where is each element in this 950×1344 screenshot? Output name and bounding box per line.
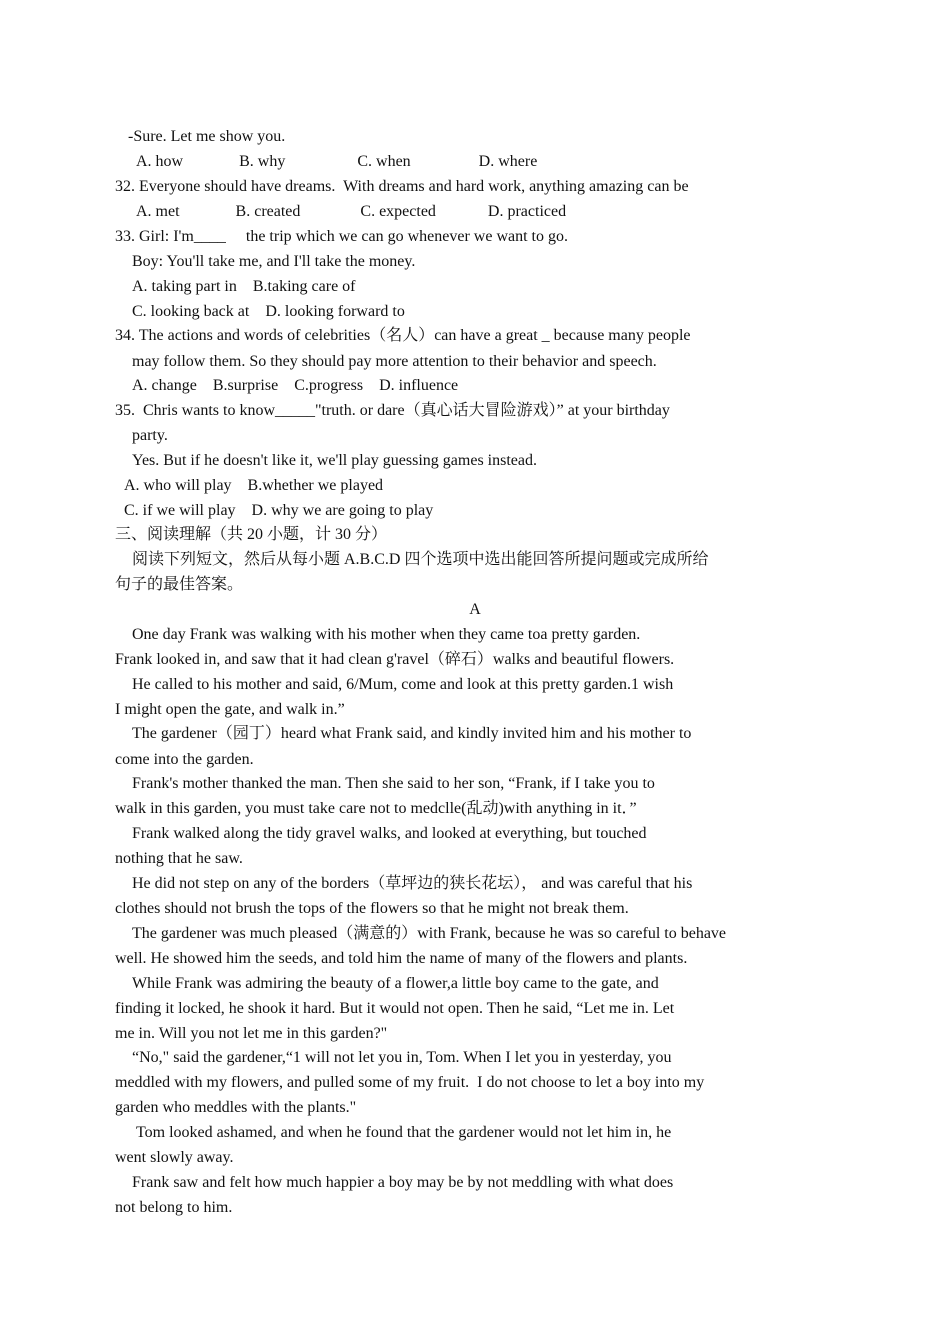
passage-line: meddled with my flowers, and pulled some of my fruit. I do not choose to let a boy into my xyxy=(115,1074,705,1091)
q34-question-cont: may follow them. So they should pay more attention to their behavior and speech. xyxy=(132,353,657,370)
passage-line: come into the garden. xyxy=(115,751,254,768)
passage-line: Frank saw and felt how much happier a boy may be by not meddling with what does xyxy=(132,1174,674,1191)
passage-line: “No," said the gardener,“1 will not let you in, Tom. When I let you in yesterday, you xyxy=(132,1049,672,1066)
q31-options: A. how B. why C. when D. where xyxy=(136,153,538,170)
passage-line: walk in this garden, you must take care not to medclle(乱动)with anything in it．” xyxy=(115,800,637,817)
q35-dialogue: Yes. But if he doesn't like it, we'll play guessing games instead. xyxy=(132,452,537,469)
passage-line: Frank looked in, and saw that it had clean g'ravel（碎石）walks and beautiful flowers. xyxy=(115,651,675,668)
passage-line: went slowly away. xyxy=(115,1149,234,1166)
passage-line: He called to his mother and said, 6/Mum, come and look at this pretty garden.1 wish xyxy=(132,676,674,693)
passage-line: Frank's mother thanked the man. Then she said to her son, “Frank, if I take you to xyxy=(132,775,655,792)
q32-options: A. met B. created C. expected D. practiced xyxy=(136,203,567,220)
passage-line: garden who meddles with the plants." xyxy=(115,1099,357,1116)
q35-options-cd: C. if we will play D. why we are going to play xyxy=(124,502,434,519)
q35-question: 35. Chris wants to know_____"truth. or dare（真心话大冒险游戏）” at your birthday xyxy=(115,402,670,419)
section-instructions: 阅读下列短文，然后从每小题 A.B.C.D 四个选项中选出能回答所提问题或完成所给 xyxy=(132,551,709,568)
passage-line: not belong to him. xyxy=(115,1199,233,1216)
q32-question: 32. Everyone should have dreams. With dreams and hard work, anything amazing can be xyxy=(115,178,689,195)
q33-options-cd: C. looking back at D. looking forward to xyxy=(132,303,405,320)
passage-line: I might open the gate, and walk in.” xyxy=(115,701,345,718)
q34-options: A. change B.surprise C.progress D. influence xyxy=(132,377,459,394)
q34-question: 34. The actions and words of celebrities（名人）can have a great _ because many people xyxy=(115,327,691,344)
passage-line: The gardener（园丁）heard what Frank said, and kindly invited him and his mother to xyxy=(132,725,692,742)
q33-options-ab: A. taking part in B.taking care of xyxy=(132,278,356,295)
section-heading: 三、阅读理解（共 20 小题，计 30 分） xyxy=(115,526,388,543)
passage-line: He did not step on any of the borders（草坪边的狭长花坛）， and was careful that his xyxy=(132,875,693,892)
section-instructions-cont: 句子的最佳答案。 xyxy=(115,576,244,593)
passage-line: clothes should not brush the tops of the flowers so that he might not break them. xyxy=(115,900,629,917)
q33-dialogue: Boy: You'll take me, and I'll take the money. xyxy=(132,253,416,270)
passage-line: nothing that he saw. xyxy=(115,850,243,867)
q35-question-cont: party. xyxy=(132,427,168,444)
q33-question: 33. Girl: I'm____ the trip which we can go whenever we want to go. xyxy=(115,228,568,245)
passage-line: well. He showed him the seeds, and told him the name of many of the flowers and plants. xyxy=(115,950,688,967)
passage-line: The gardener was much pleased（满意的）with Frank, because he was so careful to behave xyxy=(132,925,727,942)
passage-line: Tom looked ashamed, and when he found that the gardener would not let him in, he xyxy=(136,1124,672,1141)
passage-line: One day Frank was walking with his mother when they came toa pretty garden. xyxy=(132,626,641,643)
passage-line: finding it locked, he shook it hard. But it would not open. Then he said, “Let me in. Let xyxy=(115,1000,675,1017)
passage-title: A xyxy=(469,601,481,618)
passage-line: me in. Will you not let me in this garden?" xyxy=(115,1025,388,1042)
passage-line: Frank walked along the tidy gravel walks, and looked at everything, but touched xyxy=(132,825,647,842)
q35-options-ab: A. who will play B.whether we played xyxy=(124,477,384,494)
dialogue-line-sure: -Sure. Let me show you. xyxy=(128,128,286,145)
passage-line: While Frank was admiring the beauty of a flower,a little boy came to the gate, and xyxy=(132,975,659,992)
